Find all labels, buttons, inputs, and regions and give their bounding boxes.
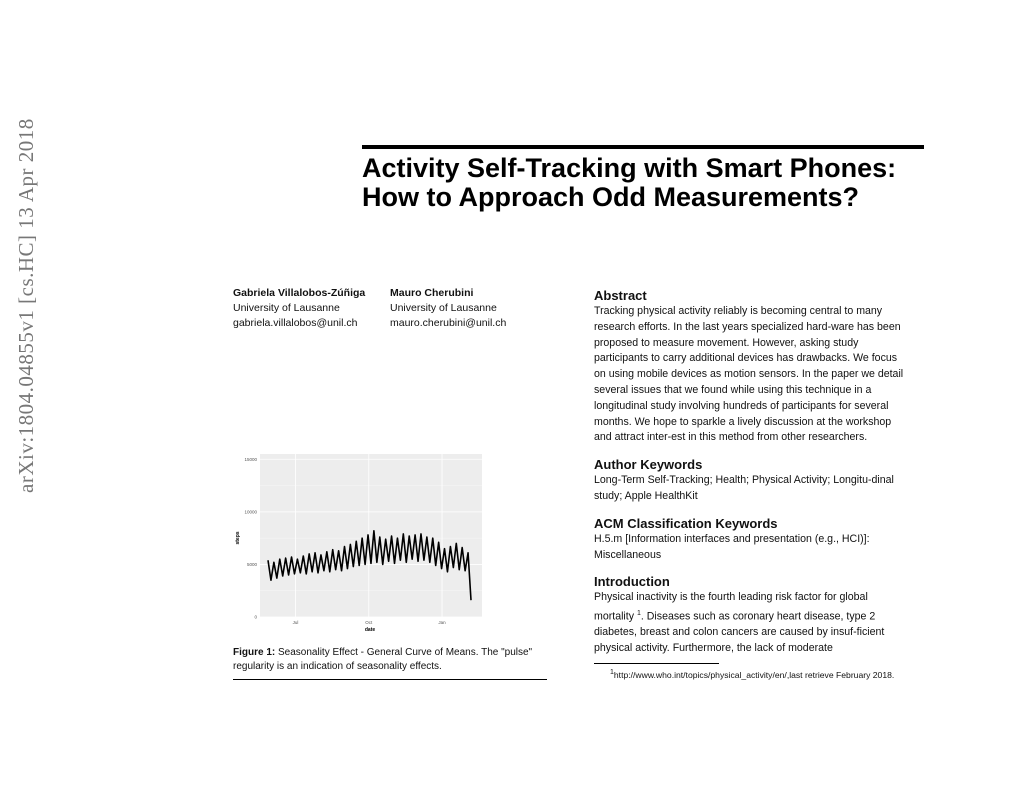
introduction-section — [594, 573, 910, 657]
plot-panel — [260, 454, 482, 617]
title-rule — [362, 145, 924, 149]
author-2-email[interactable]: mauro.cherubini@unil.ch — [390, 317, 507, 329]
introduction-heading: Introduction — [594, 574, 670, 590]
paper-title: Activity Self-Tracking with Smart Phones: How to Approach Odd Measurements? — [362, 153, 897, 212]
author-keywords-text: Long-Term Self-Tracking; Health; Physical Activity; Longitu-dinal study; Apple HealthKit — [594, 474, 894, 502]
abstract-text: Tracking physical activity reliably is becoming central to many research efforts. In the last years specialized hard-ware has been proposed to measure movement. However, asking study participants to carry additional devices has drawbacks. We focus on using mobile devices as motion sensors. In the paper we detail several issues that we found while using this technique in a longitudinal study involving hundreds of participants for several months. We hope to sparkle a lively discussion at the workshop and attract inter-est in this method from other researchers. — [594, 305, 904, 444]
acm-keywords-text: H.5.m [Information interfaces and presentation (e.g., HCI)]: Miscellaneous — [594, 532, 870, 561]
acm-keywords-heading: ACM Classification Keywords — [594, 515, 778, 531]
figure-label: Figure 1: — [233, 647, 276, 658]
arxiv-identifier: arXiv:1804.04855v1 [cs.HC] 13 Apr 2018 — [14, 118, 38, 493]
x-tick-label: Jul — [292, 620, 299, 625]
y-tick-label: 10000 — [244, 509, 257, 515]
x-tick-label: Jan — [438, 620, 446, 625]
y-tick-label: 0 — [254, 614, 257, 620]
author-keywords-section — [594, 456, 910, 505]
y-tick-label: 5000 — [246, 562, 257, 568]
author-2-name: Mauro Cherubini — [390, 287, 474, 299]
acm-keywords-section — [594, 515, 910, 564]
author-2-affiliation: University of Lausanne — [390, 302, 497, 314]
author-2 — [390, 286, 506, 331]
abstract-heading: Abstract — [594, 288, 647, 303]
figure-caption — [233, 646, 533, 674]
footnote-rule — [594, 663, 719, 664]
caption-rule — [233, 679, 547, 680]
x-tick-label: Oct — [365, 620, 373, 625]
author-1-affiliation: University of Lausanne — [233, 302, 340, 314]
abstract-section — [594, 287, 910, 446]
author-keywords-heading: Author Keywords — [594, 457, 703, 473]
x-axis-label: date — [364, 627, 376, 633]
footnote: $^1$http://www.who.int/topics/physical_activity/en/,last retrieve February 2018. — [610, 669, 895, 680]
author-1-email[interactable]: gabriela.villalobos@unil.ch — [233, 317, 358, 329]
author-1-name: Gabriela Villalobos-Zúñiga — [233, 287, 366, 299]
y-axis-label: steps — [235, 531, 241, 545]
figure-caption-text: Seasonality Effect - General Curve of Means. The "pulse" regularity is an indication of seasonality effects. — [233, 647, 533, 672]
author-1 — [233, 286, 365, 331]
figure-1-chart — [232, 448, 487, 638]
introduction-text: Physical inactivity is the fourth leading risk factor for global mortality $^1$. Diseases such as coronary heart disease, type 2 diabetes, breast and colon cancers are caused by insuf-ficient physical activity. Furthermore, the lack of moderate — [594, 591, 885, 655]
y-tick-label: 15000 — [244, 456, 257, 462]
right-column — [594, 287, 910, 682]
